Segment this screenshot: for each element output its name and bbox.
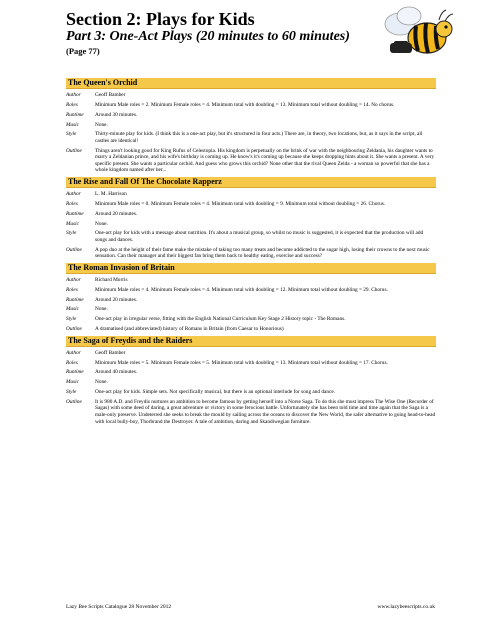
outline-row	[66, 326, 436, 333]
page-reference: (Page 77)	[66, 46, 100, 56]
music-row	[66, 379, 436, 386]
bee-logo-icon	[383, 4, 455, 66]
field-label-roles: Roles	[66, 101, 78, 108]
footer-catalogue-date: Lazy Bee Scripts Catalogue 28 November 2012	[66, 604, 172, 610]
field-label-author: Author	[66, 92, 81, 99]
play-title: The Roman Invasion of Britain	[66, 263, 436, 274]
play-title: The Saga of Freydis and the Raiders	[66, 336, 436, 347]
field-label-style: Style	[66, 388, 77, 395]
runtime-value: Around 20 minutes.	[95, 210, 138, 217]
field-label-runtime: Runtime	[66, 210, 84, 217]
runtime-value: Around 20 minutes.	[95, 296, 138, 303]
field-label-author: Author	[66, 277, 81, 284]
field-label-style: Style	[66, 131, 77, 138]
field-label-roles: Roles	[66, 201, 78, 208]
author-row	[66, 277, 436, 284]
style-row	[66, 389, 436, 396]
field-label-outline: Outline	[66, 147, 82, 154]
style-value: One-act play for kids. Simple sets. Not specifically musical, but there is an optional interlude for song and dance.	[95, 388, 336, 395]
music-value: None.	[95, 379, 108, 386]
play-title: The Queen's Orchid	[66, 78, 436, 89]
roles-row	[66, 201, 436, 208]
field-label-runtime: Runtime	[66, 296, 84, 303]
runtime-row	[66, 369, 436, 376]
runtime-row	[66, 211, 436, 218]
field-label-music: Music	[66, 306, 79, 313]
field-label-music: Music	[66, 121, 79, 128]
runtime-row	[66, 112, 436, 119]
music-row	[66, 122, 436, 129]
play-title: The Rise and Fall Of The Chocolate Rapperz	[66, 177, 436, 188]
play-entry	[66, 263, 436, 333]
outline-row	[66, 247, 436, 260]
style-row	[66, 230, 436, 243]
field-label-author: Author	[66, 349, 81, 356]
roles-value: Minimum Male roles = 5. Minimum Female roles = 5. Minimum total with doubling = 13. Minimum total without doubling = 17. Chorus.	[95, 359, 388, 366]
roles-value: Minimum Male roles = 4. Minimum Female roles = 4. Minimum total with doubling = 12. Minimum total without doubling = 29. Chorus.	[95, 286, 388, 293]
field-label-style: Style	[66, 230, 77, 237]
roles-row	[66, 102, 436, 109]
runtime-row	[66, 297, 436, 304]
style-value: One-act play for kids with a message about nutrition. It's about a musical group, so whilst no music is suggested, it is expected that the production will add songs and dances.	[95, 230, 424, 243]
field-label-outline: Outline	[66, 246, 82, 253]
style-value: One-act play in irregular verse, fitting with the English National Curriculum Key Stage 2 History topic - The Romans.	[95, 316, 346, 323]
outline-value: It is 980 A.D. and Freydis nurtures an ambition to become famous by getting herself into a Norse Saga. To do this she must impress The Wise One (Recorder of Sagas) with some deed of daring, a great adventure or victory in some ferocious battle. Unfortunately she has been told time and time again that the Saga is a male-only preserve. Undeterred she seeks to break the mould by sailing across the oceans to discover the New World, the safer alternative to going head-to-head with local bully-boy, Thorbrand the Destroyer. A tale of ambition, daring and Skandiwegian furniture.	[95, 398, 436, 425]
field-label-roles: Roles	[66, 286, 78, 293]
field-label-outline: Outline	[66, 398, 82, 405]
field-label-runtime: Runtime	[66, 111, 84, 118]
music-value: None.	[95, 220, 108, 227]
music-value: None.	[95, 121, 108, 128]
author-value: Geoff Bamber	[95, 349, 126, 356]
footer-website-link[interactable]: www.lazybeescripts.co.uk	[377, 604, 435, 610]
play-entry	[66, 177, 436, 260]
style-row	[66, 316, 436, 323]
page-title: Section 2: Plays for Kids	[66, 9, 255, 29]
roles-value: Minimum Male roles = 0. Minimum Female roles = 4. Minimum total with doubling = 9. Minimum total without doubling = 26. Chorus.	[95, 201, 386, 208]
style-row	[66, 131, 436, 144]
style-value: Thirty-minute play for kids. (I think this is a one-act play, but it's structured in four acts.) There are, in theory, two locations, but, as it says in the script, all castles are identical!	[95, 131, 423, 144]
field-label-roles: Roles	[66, 359, 78, 366]
field-label-author: Author	[66, 191, 81, 198]
field-label-style: Style	[66, 316, 77, 323]
page-subtitle: Part 3: One-Act Plays (20 minutes to 60 minutes)	[66, 29, 350, 44]
author-row	[66, 350, 436, 357]
outline-row	[66, 399, 436, 425]
field-label-outline: Outline	[66, 326, 82, 333]
runtime-value: Around 30 minutes.	[95, 111, 138, 118]
roles-row	[66, 287, 436, 294]
field-label-music: Music	[66, 220, 79, 227]
music-row	[66, 221, 436, 228]
outline-row	[66, 148, 436, 174]
music-value: None.	[95, 306, 108, 313]
author-value: L. M. Harrison	[95, 191, 127, 198]
play-entry	[66, 78, 436, 174]
field-label-music: Music	[66, 379, 79, 386]
outline-value: A pop duo at the height of their fame make the mistake of taking too many treats and become addicted to the sugar high, losing their crowns to the next music sensation. Can their manager and their biggest fan bring them back to healthy eating, exercise and success?	[95, 246, 430, 260]
music-row	[66, 306, 436, 313]
author-value: Richard Morris	[95, 277, 128, 284]
play-entry	[66, 336, 436, 425]
author-row	[66, 92, 436, 99]
outline-value: Things aren't looking good for King Rufus of Celestopia. His kingdom is perpetually on the brink of war with the neighbouring Zeldania, his daughter wants to marry a Zeldanian prince, and his wife's birthday is coming up. He know's it's coming up because she keeps dropping hints about it. She wants a present. A very specific present. She wants a particular orchid. And guess who grows this orchid? None other that the rival Queen Zelda - a woman so powerful that she has a whole kingdom named after her...	[95, 147, 435, 174]
runtime-value: Around 40 minutes.	[95, 369, 138, 376]
roles-row	[66, 360, 436, 367]
field-label-runtime: Runtime	[66, 369, 84, 376]
author-value: Geoff Bamber	[95, 92, 126, 99]
plays-list	[66, 78, 436, 425]
author-row	[66, 191, 436, 198]
roles-value: Minimum Male roles = 2. Minimum Female roles = 4. Minimum total with doubling = 13. Minimum total without doubling = 14. No chorus.	[95, 101, 395, 108]
outline-value: A dramatised (and abbreviated) history of Romans in Britain (from Caesar to Honorious)	[95, 326, 284, 333]
